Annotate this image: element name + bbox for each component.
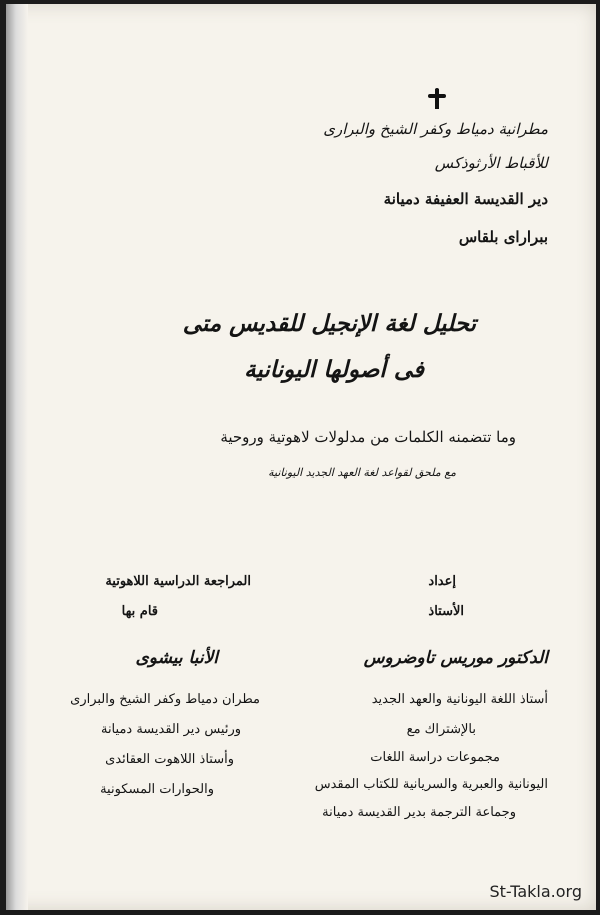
reviewer-line: ورئيس دير القديسة دميانة: [100, 722, 241, 737]
reviewer-name: الأنبا بيشوى: [135, 648, 218, 668]
book-subtitle: فى أصولها اليونانية: [244, 356, 424, 383]
reviewer-label-by: قام بها: [121, 604, 158, 619]
book-title-page: [6, 4, 596, 910]
author-line: وجماعة الترجمة بدير القديسة دميانة: [322, 805, 516, 820]
header-monastery: دير القديسة العفيفة دميانة: [383, 190, 548, 208]
page-edge-shadow: [6, 4, 28, 910]
reviewer-label-review: المراجعة الدراسية اللاهوتية: [105, 574, 251, 589]
book-title: تحليل لغة الإنجيل للقديس متى: [182, 310, 476, 337]
author-name: الدكتور موريس تاوضروس: [363, 648, 548, 668]
appendix-line: مع ملحق لقواعد لغة العهد الجديد اليونانية: [268, 466, 456, 479]
description-line: وما تتضمنه الكلمات من مدلولات لاهوتية وروحية: [220, 428, 516, 446]
reviewer-line: مطران دمياط وكفر الشيخ والبرارى: [70, 692, 260, 707]
author-line: اليونانية والعبرية والسريانية للكتاب المقدس: [314, 777, 548, 792]
author-line: مجموعات دراسة اللغات: [370, 750, 500, 765]
author-line: بالإشتراك مع: [406, 722, 476, 737]
reviewer-line: وأستاذ اللاهوت العقائدى: [105, 752, 234, 767]
author-label-professor: الأستاذ: [428, 604, 464, 619]
header-location: ببراراى بلقاس: [458, 228, 548, 246]
header-diocese: مطرانية دمياط وكفر الشيخ والبرارى: [323, 120, 548, 138]
reviewer-line: والحوارات المسكونية: [100, 782, 214, 797]
coptic-cross-icon: [428, 88, 446, 110]
header-copts: للأقباط الأرثوذكس: [434, 154, 548, 172]
watermark-text: St-Takla.org: [489, 882, 582, 901]
author-label-prepared: إعداد: [428, 574, 456, 589]
author-line: أستاذ اللغة اليونانية والعهد الجديد: [371, 692, 548, 707]
